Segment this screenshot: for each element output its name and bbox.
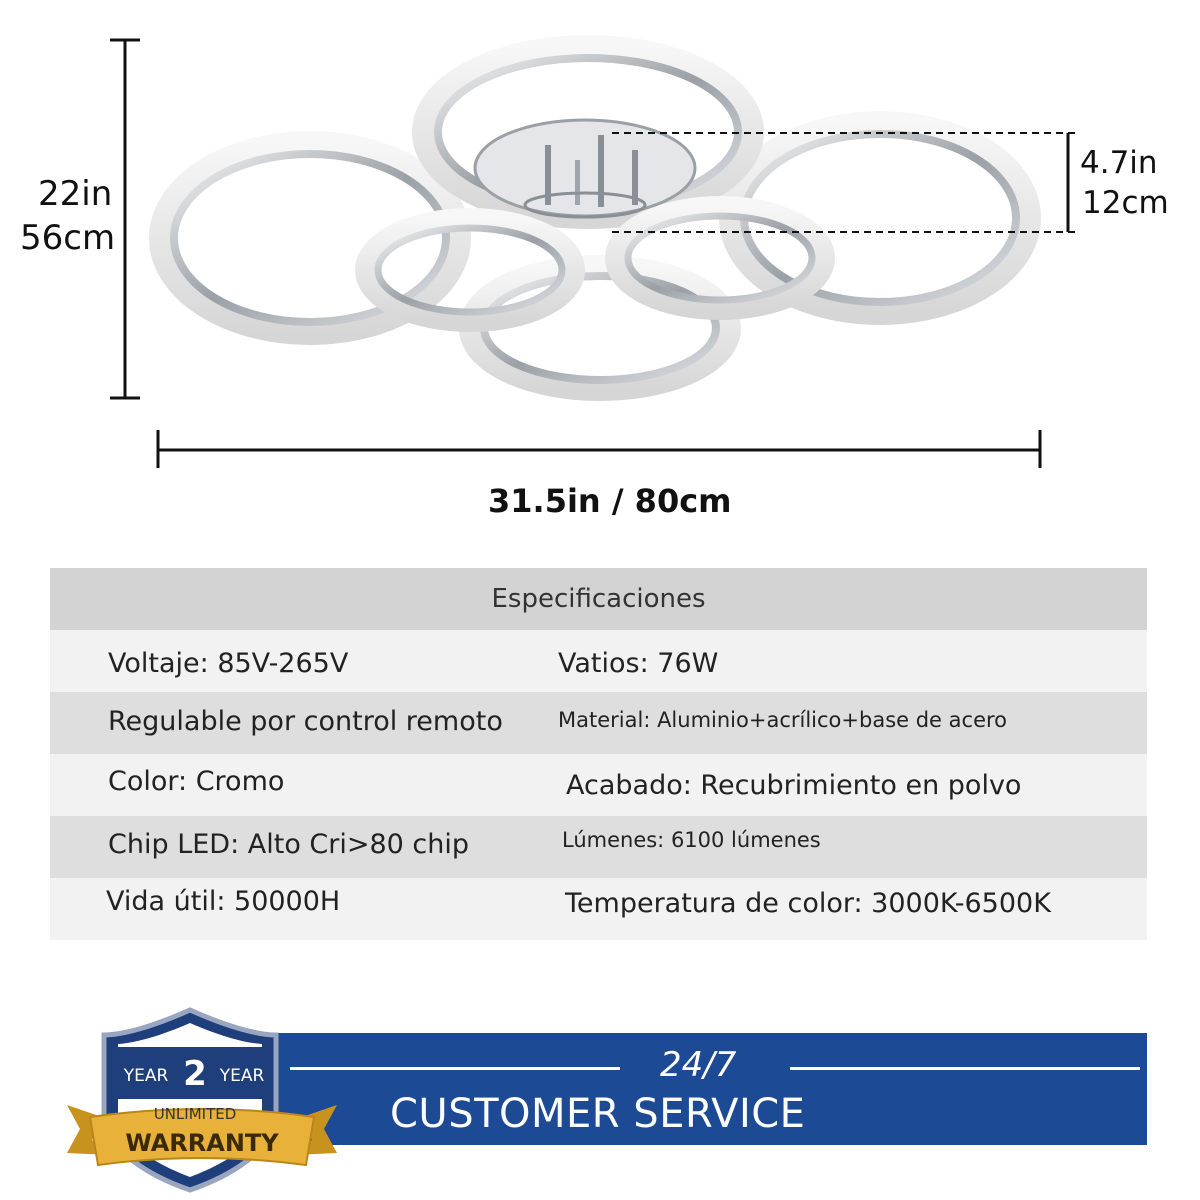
banner-divider-right <box>790 1067 1140 1070</box>
height-label-cm: 56cm <box>20 218 116 258</box>
height-label-in: 22in <box>38 174 113 214</box>
depth-label-cm: 12cm <box>1082 185 1169 221</box>
spec-row <box>50 816 1147 878</box>
badge-year-left: YEAR <box>123 1066 169 1086</box>
specs-table <box>50 568 1147 940</box>
spec-lifespan: Vida útil: 50000H <box>106 886 341 917</box>
ceiling-light-illustration <box>0 0 1200 540</box>
customer-service-banner <box>270 1033 1147 1145</box>
specs-title: Especificaciones <box>50 568 1147 630</box>
badge-unlimited: UNLIMITED <box>153 1105 237 1123</box>
spec-led-chip: Chip LED: Alto Cri>80 chip <box>108 829 470 860</box>
spec-dimmable: Regulable por control remoto <box>108 706 503 737</box>
banner-label: CUSTOMER SERVICE <box>390 1091 806 1137</box>
width-dimension-line <box>158 430 1040 468</box>
badge-number: 2 <box>183 1054 207 1094</box>
spec-color: Color: Cromo <box>108 766 285 797</box>
banner-hours: 24/7 <box>660 1045 737 1085</box>
central-canopy <box>475 120 695 217</box>
depth-label-in: 4.7in <box>1080 145 1158 181</box>
spec-color-temperature: Temperatura de color: 3000K-6500K <box>565 888 1051 919</box>
spec-voltage: Voltaje: 85V-265V <box>108 648 349 679</box>
spec-row <box>50 630 1147 692</box>
spec-material: Material: Aluminio+acrílico+base de acero <box>558 708 1008 732</box>
badge-warranty: WARRANTY <box>125 1129 279 1157</box>
spec-row <box>50 754 1147 816</box>
spec-row <box>50 878 1147 940</box>
spec-finish: Acabado: Recubrimiento en polvo <box>566 770 1022 801</box>
warranty-badge <box>62 1005 342 1195</box>
spec-wattage: Vatios: 76W <box>558 648 719 679</box>
spec-lumens: Lúmenes: 6100 lúmenes <box>562 828 821 852</box>
width-label: 31.5in / 80cm <box>488 482 732 520</box>
badge-year-right: YEAR <box>219 1066 265 1086</box>
spec-row <box>50 692 1147 754</box>
